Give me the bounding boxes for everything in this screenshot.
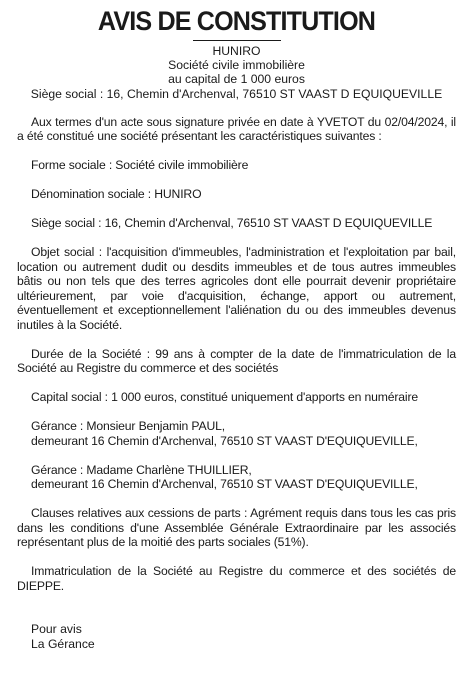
- gerance-1-address: demeurant 16 Chemin d'Archenval, 76510 ST VAAST D'EQUIQUEVILLE,: [31, 433, 418, 448]
- closing-la-gerance: La Gérance: [31, 636, 95, 651]
- notice-title: AVIS DE CONSTITUTION: [97, 6, 376, 36]
- gerance-2-name: Gérance : Madame Charlène THUILLIER,: [31, 462, 252, 477]
- company-capital: au capital de 1 000 euros: [168, 72, 305, 87]
- objet-social: Objet social : l'acquisition d'immeubles, l'administration et l'exploitation par bail, location ou autrement dudit ou desdits immeubles et de tous autres immeubles bâtis ou non tels que des terres agricoles dont elle pourrait devenir propriétaire ultérieurement, par voie d'acquisition, échange, apport ou autrement, éventuellement et exceptionnellement l'aliénation du ou des immeubles devenus inutiles à la Société.: [17, 245, 456, 332]
- denomination-sociale: Dénomination sociale : HUNIRO: [31, 187, 202, 202]
- company-header: [17, 44, 456, 101]
- immatriculation: Immatriculation de la Société au Registre du commerce et des sociétés de DIEPPE.: [17, 564, 456, 593]
- title-underline: [193, 40, 281, 41]
- siege-social: Siège social : 16, Chemin d'Archenval, 76510 ST VAAST D EQUIQUEVILLE: [31, 216, 433, 231]
- closing-pour-avis: Pour avis: [31, 622, 82, 637]
- company-siege: Siège social : 16, Chemin d'Archenval, 76510 ST VAAST D EQUIQUEVILLE: [30, 86, 443, 101]
- intro-paragraph: Aux termes d'un acte sous signature privée en date à YVETOT du 02/04/2024, il a été constitué une société présentant les caractéristiques suivantes :: [17, 114, 456, 144]
- notice-body: [17, 115, 456, 594]
- gerance-1-name: Gérance : Monsieur Benjamin PAUL,: [31, 419, 225, 434]
- gerance-1: [17, 419, 456, 448]
- company-name: HUNIRO: [212, 44, 261, 58]
- gerance-2: [17, 463, 456, 492]
- clauses-cessions: Clauses relatives aux cessions de parts : Agrément requis dans tous les cas pris dans les conditions d'une Assemblée Générale Extraordinaire par les associés représentant plus de la moitié des parts sociales (51%).: [17, 506, 456, 550]
- closing-signature: [17, 622, 456, 651]
- duree-societe: Durée de la Société : 99 ans à compter de la date de l'immatriculation de la Société au Registre du commerce et des sociétés: [17, 346, 456, 376]
- capital-social: Capital social : 1 000 euros, constitué uniquement d'apports en numéraire: [31, 390, 419, 405]
- company-type: Société civile immobilière: [168, 58, 305, 73]
- forme-sociale: Forme sociale : Société civile immobilière: [31, 158, 249, 173]
- gerance-2-address: demeurant 16 Chemin d'Archenval, 76510 ST VAAST D'EQUIQUEVILLE,: [31, 477, 418, 492]
